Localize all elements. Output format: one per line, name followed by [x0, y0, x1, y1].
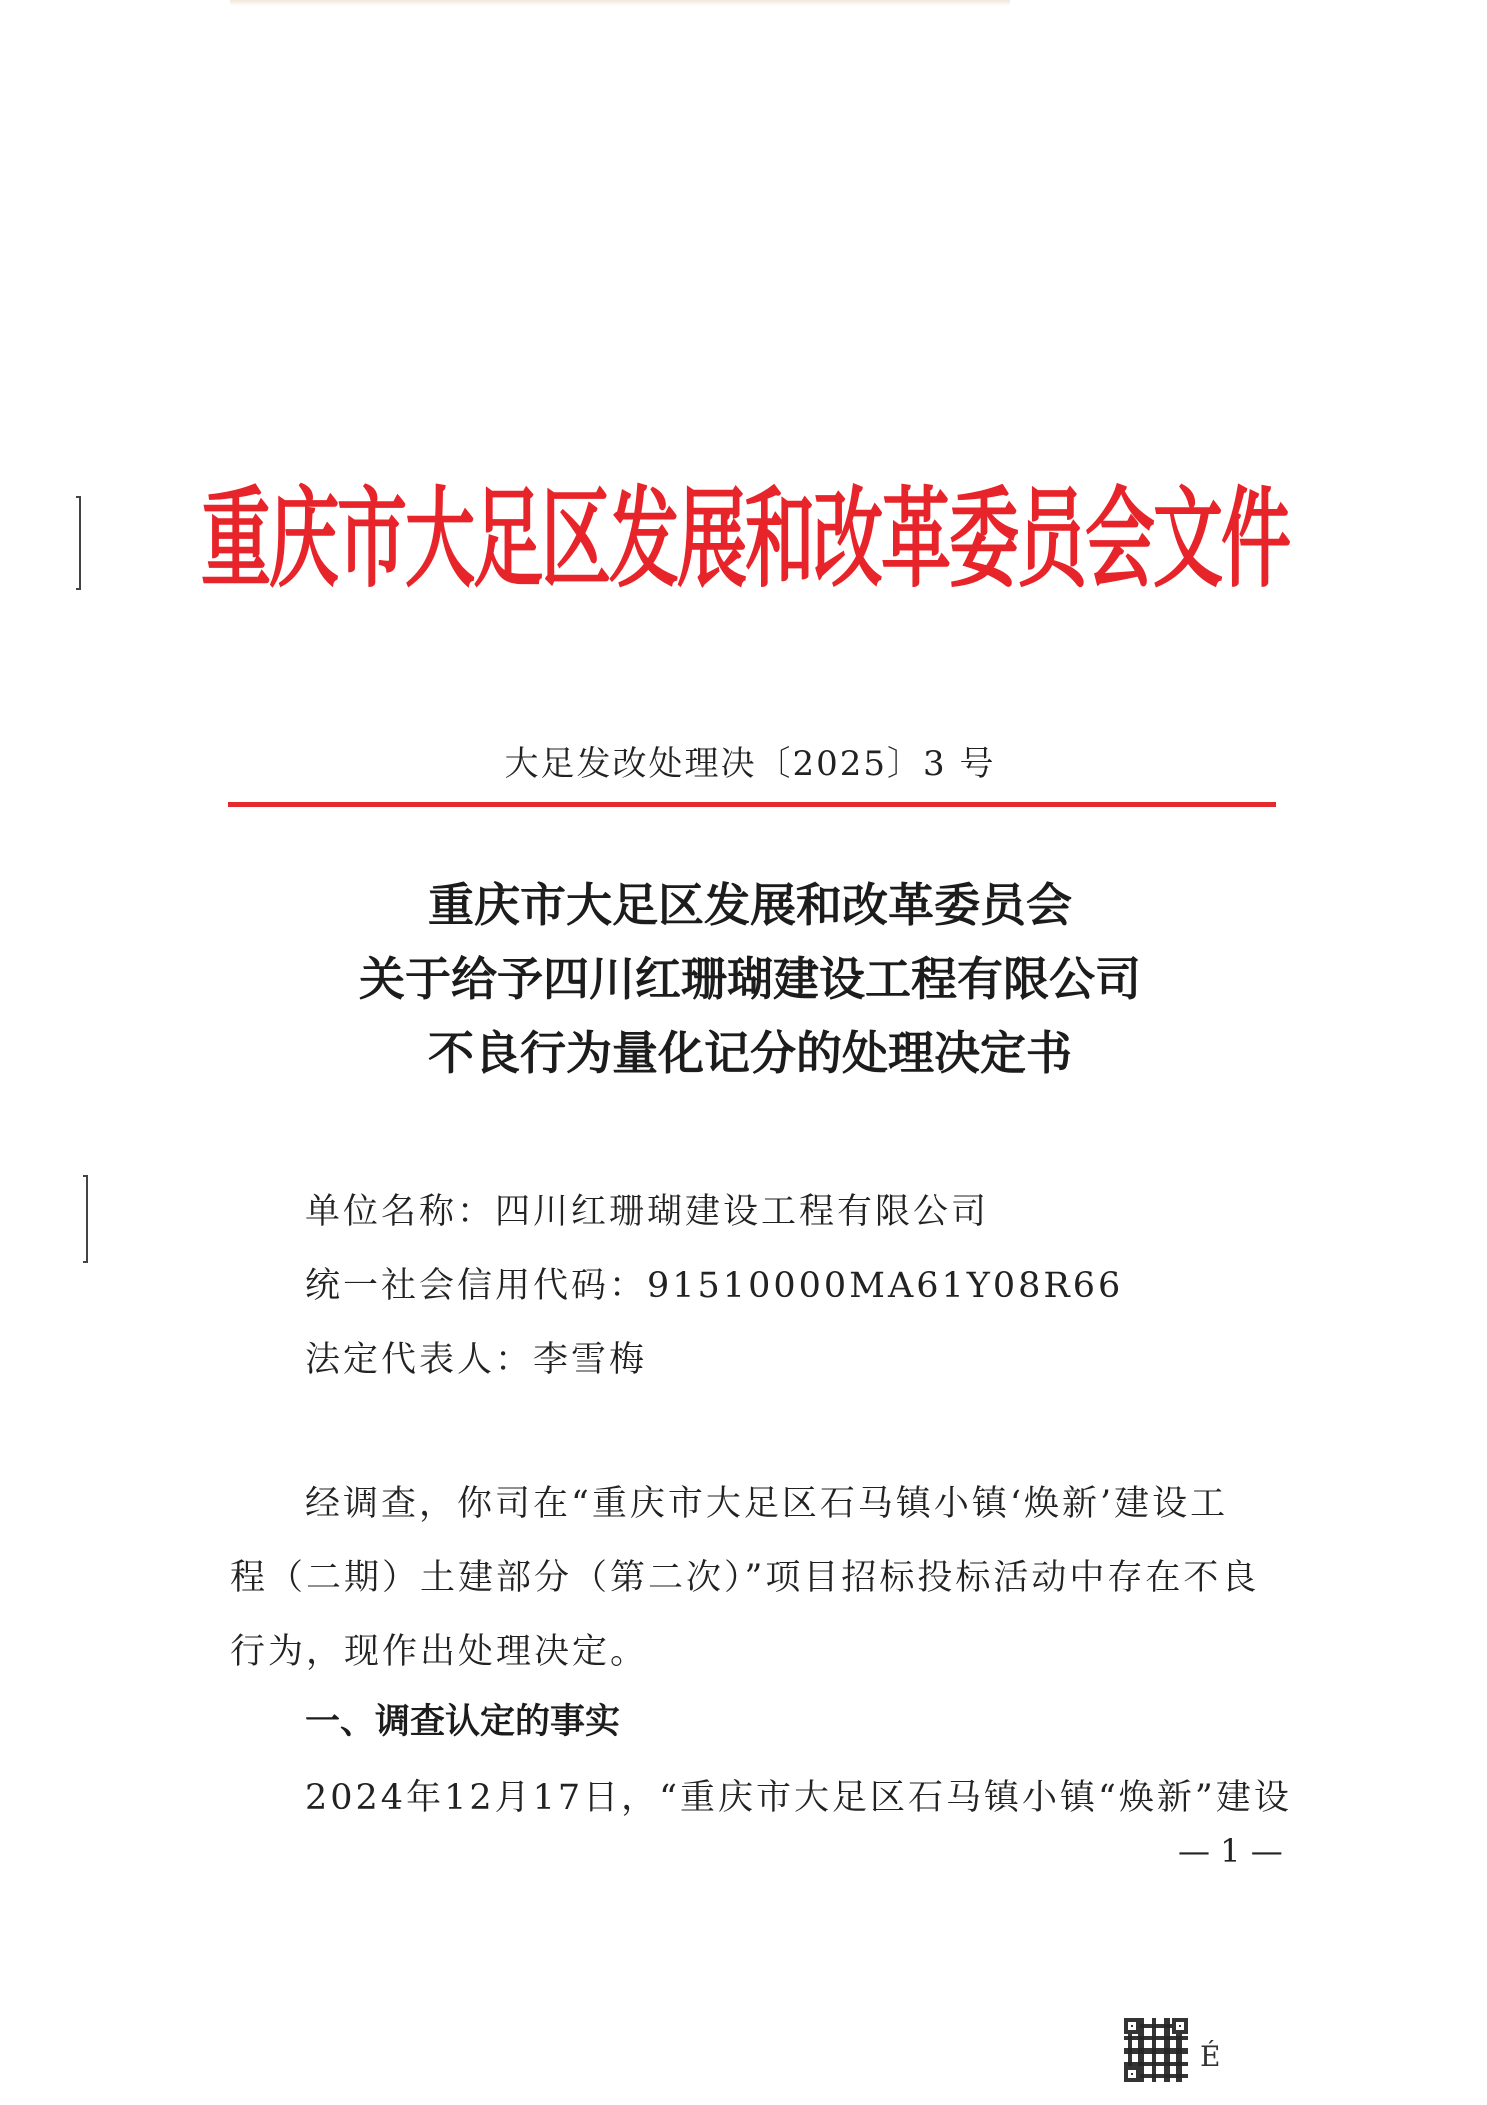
qr-finder-icon — [1172, 2018, 1188, 2034]
qr-trailing-char: É — [1200, 2040, 1221, 2073]
document-number: 大足发改处理决〔2025〕3 号 — [504, 744, 996, 784]
binding-mark-icon — [86, 1175, 88, 1263]
paragraph-1-line-1: 经调查，你司在“重庆市大足区石马镇小镇‘焕新’建设工 — [305, 1484, 1229, 1524]
credit-code: 统一社会信用代码：91510000MA61Y08R66 — [305, 1266, 1124, 1306]
red-divider-line — [228, 802, 1276, 807]
title-line-3: 不良行为量化记分的处理决定书 — [428, 1026, 1072, 1080]
qr-finder-icon — [1124, 2066, 1140, 2082]
paragraph-1-line-3: 行为，现作出处理决定。 — [230, 1632, 649, 1672]
legal-representative: 法定代表人：李雪梅 — [305, 1340, 648, 1380]
paragraph-1-line-2: 程（二期）土建部分（第二次）”项目招标投标活动中存在不良 — [230, 1558, 1260, 1598]
unit-name: 单位名称：四川红珊瑚建设工程有限公司 — [305, 1192, 990, 1232]
qr-code-icon — [1124, 2018, 1188, 2082]
title-line-2: 关于给予四川红珊瑚建设工程有限公司 — [359, 952, 1141, 1006]
page-number: — 1 — — [1178, 1832, 1283, 1870]
scan-shadow — [230, 0, 1010, 6]
document-title — [230, 868, 1270, 1090]
issuer-banner: 重庆市大足区发展和改革委员会文件 — [201, 474, 1289, 603]
qr-finder-icon — [1124, 2018, 1140, 2034]
title-line-1: 重庆市大足区发展和改革委员会 — [428, 878, 1072, 932]
paragraph-2-line-1: 2024年12月17日，“重庆市大足区石马镇小镇“焕新”建设 — [305, 1778, 1292, 1818]
section-1-heading: 一、调查认定的事实 — [305, 1702, 621, 1742]
binding-mark-icon — [79, 496, 81, 590]
